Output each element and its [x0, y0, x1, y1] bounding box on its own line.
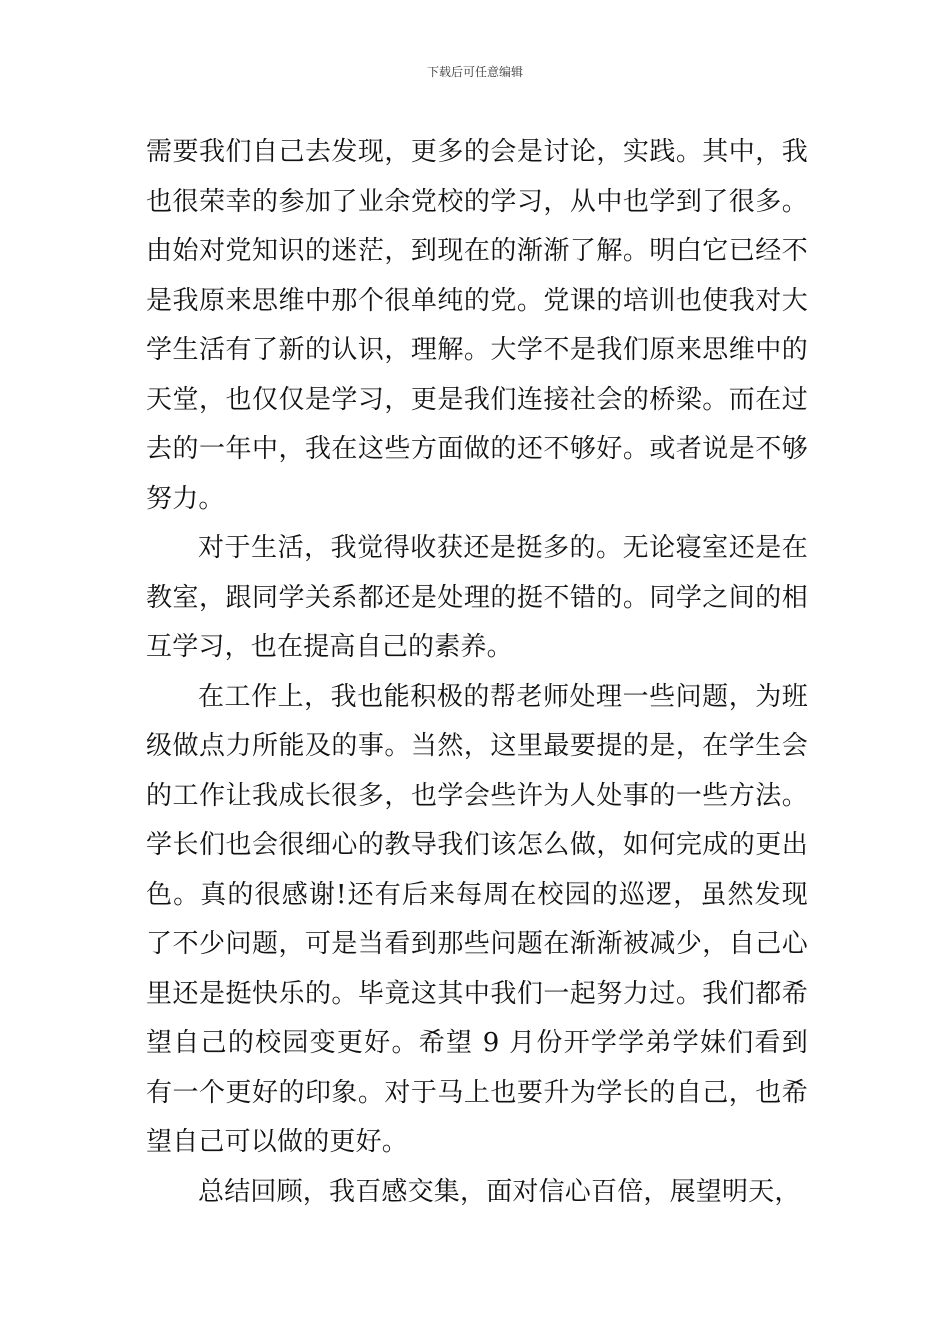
paragraph-life: 对于生活，我觉得收获还是挺多的。无论寝室还是在教室，跟同学关系都还是处理的挺不错的。同学之间的相互学习，也在提高自己的素养。	[146, 533, 808, 662]
paragraph-work: 在工作上，我也能积极的帮老师处理一些问题，为班级做点力所能及的事。当然，这里最要提的是，在学生会的工作让我成长很多，也学会些许为人处事的一些方法。学长们也会很细心的教导我们该怎么做，如何完成的更出色。真的很感谢!还有后来每周在校园的巡逻，虽然发现了不少问题，可是当看到那些问题在渐渐被减少，自己心里还是挺快乐的。毕竟这其中我们一起努力过。我们都希望自己的校园变更好。希望 9 月份开学学弟学妹们看到有一个更好的印象。对于马上也要升为学长的自己，也希望自己可以做的更好。	[146, 681, 808, 1157]
page-header: 下载后可任意编辑	[426, 65, 523, 79]
paragraph-summary: 总结回顾，我百感交集，面对信心百倍，展望明天，	[198, 1176, 801, 1207]
document-body	[146, 128, 808, 1217]
paragraph-study: 需要我们自己去发现，更多的会是讨论，实践。其中，我也很荣幸的参加了业余党校的学习，从中也学到了很多。由始对党知识的迷茫，到现在的渐渐了解。明白它已经不是我原来思维中那个很单纯的党。党课的培训也使我对大学生活有了新的认识，理解。大学不是我们原来思维中的天堂，也仅仅是学习，更是我们连接社会的桥梁。而在过去的一年中，我在这些方面做的还不够好。或者说是不够努力。	[146, 137, 808, 514]
